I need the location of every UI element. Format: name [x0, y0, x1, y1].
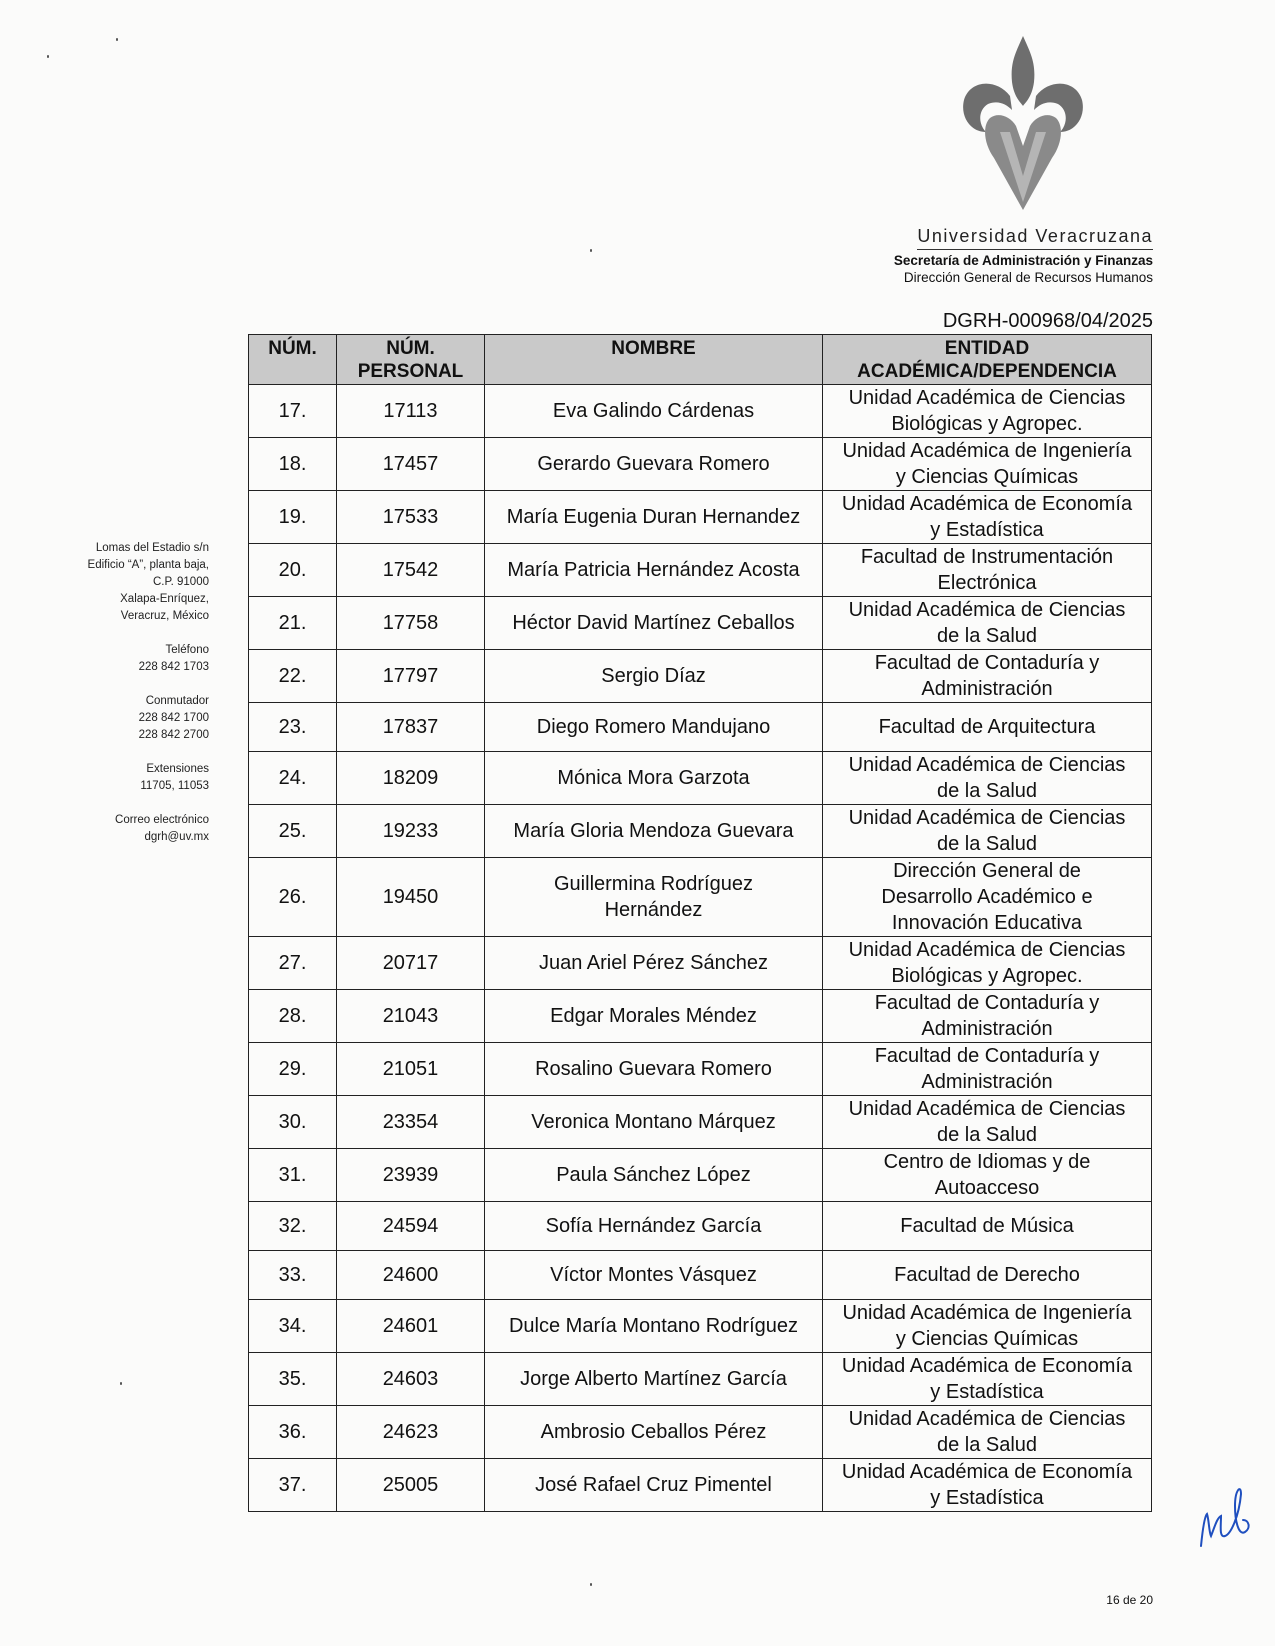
cell-entidad: Unidad Académica de Economía y Estadística [823, 1459, 1152, 1512]
cell-num: 24. [249, 752, 337, 805]
university-logo [960, 34, 1086, 214]
cell-num: 28. [249, 990, 337, 1043]
cell-entidad: Unidad Académica de Ciencias de la Salud [823, 805, 1152, 858]
table-row [249, 1043, 1152, 1096]
cell-entidad: Facultad de Derecho [823, 1251, 1152, 1300]
cell-num: 33. [249, 1251, 337, 1300]
cell-personal: 17533 [337, 491, 485, 544]
cell-num: 29. [249, 1043, 337, 1096]
cell-nombre: María Patricia Hernández Acosta [485, 544, 823, 597]
email-address[interactable]: dgrh@uv.mx [144, 831, 209, 843]
page-number: 16 de 20 [1106, 1593, 1153, 1607]
cell-num: 22. [249, 650, 337, 703]
university-name: Universidad Veracruzana [917, 226, 1153, 250]
switchboard-label: Conmutador [145, 695, 209, 707]
cell-nombre: Juan Ariel Pérez Sánchez [485, 937, 823, 990]
table-row [249, 990, 1152, 1043]
cell-personal: 24594 [337, 1202, 485, 1251]
cell-nombre: Paula Sánchez López [485, 1149, 823, 1202]
cell-nombre: José Rafael Cruz Pimentel [485, 1459, 823, 1512]
header-personal: NÚM. PERSONAL [337, 335, 485, 385]
cell-nombre: Mónica Mora Garzota [485, 752, 823, 805]
cell-num: 37. [249, 1459, 337, 1512]
cell-nombre: Veronica Montano Márquez [485, 1096, 823, 1149]
cell-nombre: Guillermina Rodríguez Hernández [485, 858, 823, 937]
table-row [249, 805, 1152, 858]
cell-personal: 17837 [337, 703, 485, 752]
cell-entidad: Unidad Académica de Ingeniería y Ciencias Químicas [823, 438, 1152, 491]
cell-nombre: Jorge Alberto Martínez García [485, 1353, 823, 1406]
table-row [249, 438, 1152, 491]
cell-entidad: Unidad Académica de Ciencias Biológicas y Agropec. [823, 385, 1152, 438]
address-line: Edificio “A”, planta baja, [87, 559, 209, 571]
cell-nombre: Sofía Hernández García [485, 1202, 823, 1251]
table-row [249, 1149, 1152, 1202]
cell-num: 27. [249, 937, 337, 990]
cell-personal: 17542 [337, 544, 485, 597]
cell-num: 26. [249, 858, 337, 937]
table-row [249, 703, 1152, 752]
cell-nombre: Ambrosio Ceballos Pérez [485, 1406, 823, 1459]
cell-num: 19. [249, 491, 337, 544]
cell-nombre: Diego Romero Mandujano [485, 703, 823, 752]
cell-personal: 25005 [337, 1459, 485, 1512]
secretaria-name: Secretaría de Administración y Finanzas [893, 253, 1153, 268]
cell-entidad: Facultad de Contaduría y Administración [823, 990, 1152, 1043]
table-row [249, 752, 1152, 805]
table-header-row [249, 335, 1152, 385]
extensions-label: Extensiones [146, 763, 209, 775]
cell-entidad: Centro de Idiomas y de Autoacceso [823, 1149, 1152, 1202]
cell-personal: 17758 [337, 597, 485, 650]
header-num: NÚM. [249, 335, 337, 385]
cell-num: 35. [249, 1353, 337, 1406]
cell-entidad: Unidad Académica de Ciencias de la Salud [823, 752, 1152, 805]
letterhead [894, 226, 1153, 285]
cell-personal: 21051 [337, 1043, 485, 1096]
cell-entidad: Unidad Académica de Economía y Estadística [823, 1353, 1152, 1406]
cell-nombre: Rosalino Guevara Romero [485, 1043, 823, 1096]
cell-personal: 23939 [337, 1149, 485, 1202]
cell-num: 32. [249, 1202, 337, 1251]
table-row [249, 1300, 1152, 1353]
cell-nombre: Dulce María Montano Rodríguez [485, 1300, 823, 1353]
personnel-table [248, 334, 1152, 1512]
cell-entidad: Unidad Académica de Ciencias de la Salud [823, 1406, 1152, 1459]
cell-entidad: Facultad de Instrumentación Electrónica [823, 544, 1152, 597]
cell-num: 36. [249, 1406, 337, 1459]
cell-num: 23. [249, 703, 337, 752]
cell-nombre: Eva Galindo Cárdenas [485, 385, 823, 438]
cell-entidad: Unidad Académica de Ingeniería y Ciencias Químicas [823, 1300, 1152, 1353]
cell-entidad: Facultad de Contaduría y Administración [823, 1043, 1152, 1096]
table-row [249, 937, 1152, 990]
table-row [249, 1353, 1152, 1406]
direccion-name: Dirección General de Recursos Humanos [903, 270, 1153, 285]
cell-num: 30. [249, 1096, 337, 1149]
cell-personal: 20717 [337, 937, 485, 990]
email-label: Correo electrónico [115, 814, 209, 826]
table-row [249, 1251, 1152, 1300]
cell-personal: 19233 [337, 805, 485, 858]
cell-entidad: Dirección General de Desarrollo Académico e Innovación Educativa [823, 858, 1152, 937]
table-row [249, 1202, 1152, 1251]
cell-personal: 17457 [337, 438, 485, 491]
cell-personal: 21043 [337, 990, 485, 1043]
cell-nombre: Sergio Díaz [485, 650, 823, 703]
table-row [249, 491, 1152, 544]
cell-num: 21. [249, 597, 337, 650]
cell-entidad: Facultad de Música [823, 1202, 1152, 1251]
cell-nombre: Víctor Montes Vásquez [485, 1251, 823, 1300]
table-row [249, 1459, 1152, 1512]
cell-nombre: María Gloria Mendoza Guevara [485, 805, 823, 858]
cell-nombre: Gerardo Guevara Romero [485, 438, 823, 491]
cell-entidad: Unidad Académica de Ciencias de la Salud [823, 1096, 1152, 1149]
cell-entidad: Unidad Académica de Ciencias Biológicas y Agropec. [823, 937, 1152, 990]
cell-personal: 24603 [337, 1353, 485, 1406]
table-row [249, 1406, 1152, 1459]
table-row [249, 858, 1152, 937]
cell-nombre: Héctor David Martínez Ceballos [485, 597, 823, 650]
cell-entidad: Unidad Académica de Ciencias de la Salud [823, 597, 1152, 650]
address-line: Veracruz, México [120, 610, 209, 622]
cell-num: 20. [249, 544, 337, 597]
switchboard-number: 228 842 1700 [138, 712, 209, 724]
table-row [249, 650, 1152, 703]
phone-number: 228 842 1703 [138, 661, 209, 673]
cell-entidad: Facultad de Contaduría y Administración [823, 650, 1152, 703]
header-nombre: NOMBRE [485, 335, 823, 385]
table-row [249, 544, 1152, 597]
handwritten-initials [1195, 1476, 1255, 1556]
address-line: C.P. 91000 [152, 576, 209, 588]
cell-nombre: Edgar Morales Méndez [485, 990, 823, 1043]
cell-personal: 24601 [337, 1300, 485, 1353]
contact-sidebar [9, 540, 209, 846]
cell-nombre: María Eugenia Duran Hernandez [485, 491, 823, 544]
document-folio: DGRH-000968/04/2025 [942, 310, 1153, 332]
cell-num: 25. [249, 805, 337, 858]
header-entidad: ENTIDAD ACADÉMICA/DEPENDENCIA [823, 335, 1152, 385]
cell-num: 17. [249, 385, 337, 438]
cell-personal: 24623 [337, 1406, 485, 1459]
cell-personal: 17797 [337, 650, 485, 703]
extensions-value: 11705, 11053 [140, 780, 209, 792]
cell-personal: 17113 [337, 385, 485, 438]
cell-entidad: Facultad de Arquitectura [823, 703, 1152, 752]
table-row [249, 1096, 1152, 1149]
cell-personal: 19450 [337, 858, 485, 937]
phone-label: Teléfono [165, 644, 209, 656]
address-line: Xalapa-Enríquez, [120, 593, 209, 605]
switchboard-number: 228 842 2700 [138, 729, 209, 741]
cell-num: 31. [249, 1149, 337, 1202]
cell-num: 18. [249, 438, 337, 491]
cell-personal: 23354 [337, 1096, 485, 1149]
cell-personal: 24600 [337, 1251, 485, 1300]
cell-entidad: Unidad Académica de Economía y Estadística [823, 491, 1152, 544]
table-row [249, 597, 1152, 650]
address-line: Lomas del Estadio s/n [95, 542, 209, 554]
cell-personal: 18209 [337, 752, 485, 805]
cell-num: 34. [249, 1300, 337, 1353]
table-row [249, 385, 1152, 438]
